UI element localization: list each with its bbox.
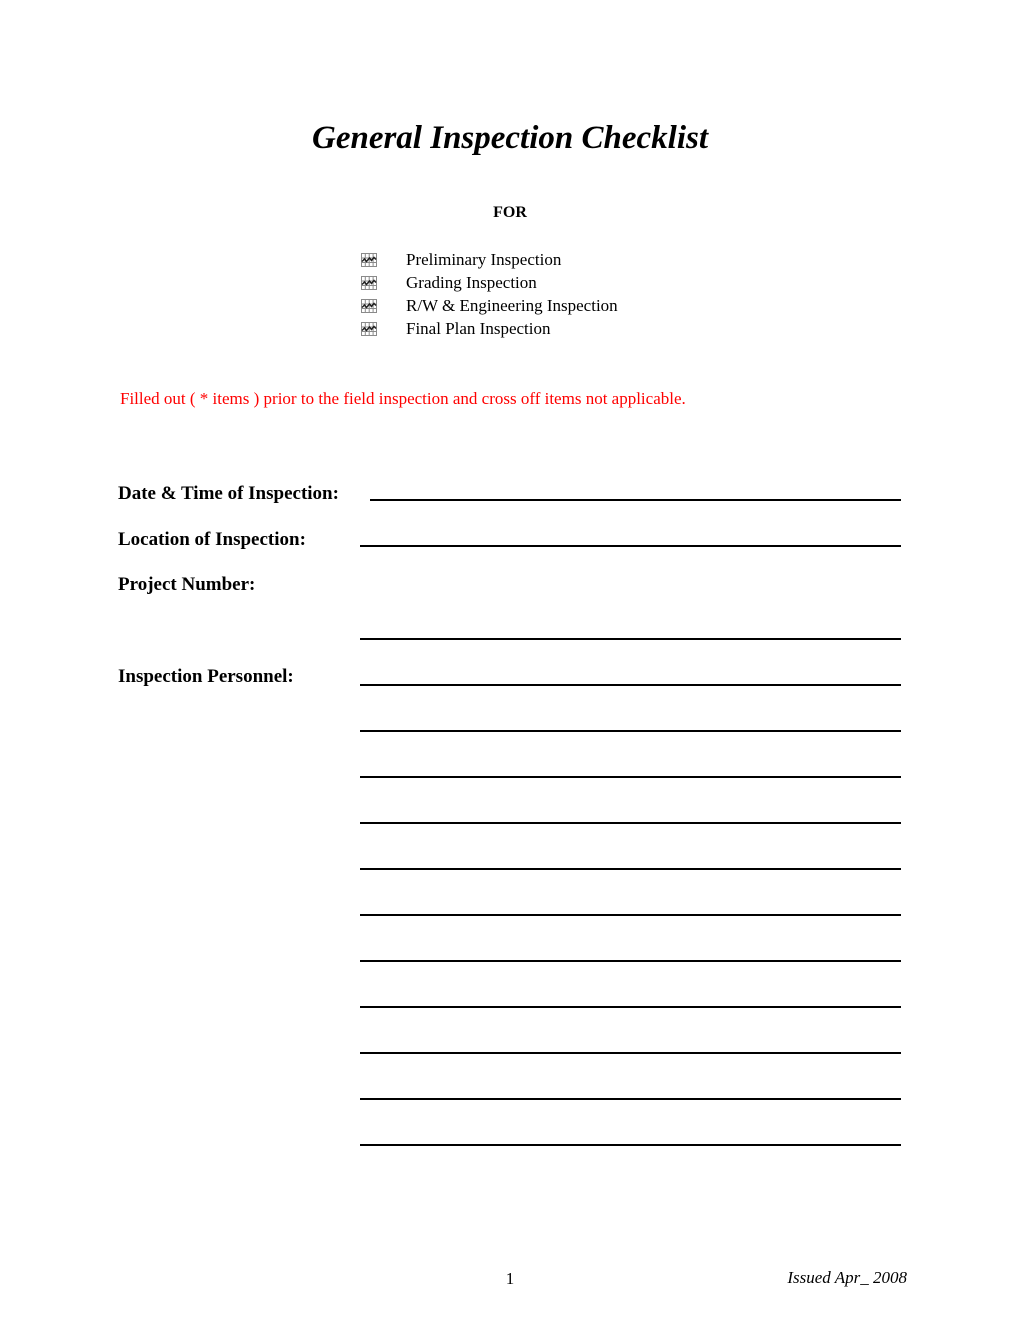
checklist-item-rw-engineering bbox=[361, 294, 618, 317]
chart-grid-checkbox-icon[interactable] bbox=[361, 322, 377, 336]
project-number-label: Project Number: bbox=[118, 574, 256, 595]
checklist-item-label: Grading Inspection bbox=[406, 272, 537, 292]
location-label: Location of Inspection: bbox=[118, 529, 306, 550]
personnel-extra-fill-line[interactable] bbox=[360, 960, 901, 962]
instruction-note: Filled out ( * items ) prior to the field inspection and cross off items not applicable. bbox=[120, 389, 686, 408]
personnel-label: Inspection Personnel: bbox=[118, 666, 294, 687]
personnel-extra-fill-line[interactable] bbox=[360, 730, 901, 732]
page-title: General Inspection Checklist bbox=[311, 120, 709, 156]
personnel-extra-fill-line[interactable] bbox=[360, 1098, 901, 1100]
chart-grid-checkbox-icon[interactable] bbox=[361, 253, 377, 267]
page-number: 1 bbox=[505, 1269, 515, 1288]
checklist-item-label: R/W & Engineering Inspection bbox=[406, 295, 618, 315]
project-number-fill-line[interactable] bbox=[360, 638, 901, 640]
personnel-extra-fill-line[interactable] bbox=[360, 1144, 901, 1146]
personnel-fill-line[interactable] bbox=[360, 684, 901, 686]
checklist-item-preliminary bbox=[361, 248, 618, 271]
personnel-extra-fill-line[interactable] bbox=[360, 868, 901, 870]
issued-note: Issued Apr_ 2008 bbox=[787, 1268, 907, 1287]
checklist-item-label: Final Plan Inspection bbox=[406, 318, 551, 338]
chart-grid-checkbox-icon[interactable] bbox=[361, 276, 377, 290]
location-fill-line[interactable] bbox=[360, 545, 901, 547]
date-time-label: Date & Time of Inspection: bbox=[118, 483, 339, 504]
for-heading: FOR bbox=[493, 204, 527, 221]
checklist-item-grading bbox=[361, 271, 618, 294]
chart-grid-checkbox-icon[interactable] bbox=[361, 299, 377, 313]
personnel-extra-fill-line[interactable] bbox=[360, 776, 901, 778]
checklist-item-label: Preliminary Inspection bbox=[406, 249, 562, 269]
date-time-fill-line[interactable] bbox=[370, 499, 901, 501]
inspection-type-list bbox=[361, 248, 618, 340]
personnel-extra-fill-line[interactable] bbox=[360, 1052, 901, 1054]
personnel-extra-fill-line[interactable] bbox=[360, 1006, 901, 1008]
checklist-item-final-plan bbox=[361, 317, 618, 340]
personnel-extra-fill-line[interactable] bbox=[360, 822, 901, 824]
personnel-extra-fill-line[interactable] bbox=[360, 914, 901, 916]
